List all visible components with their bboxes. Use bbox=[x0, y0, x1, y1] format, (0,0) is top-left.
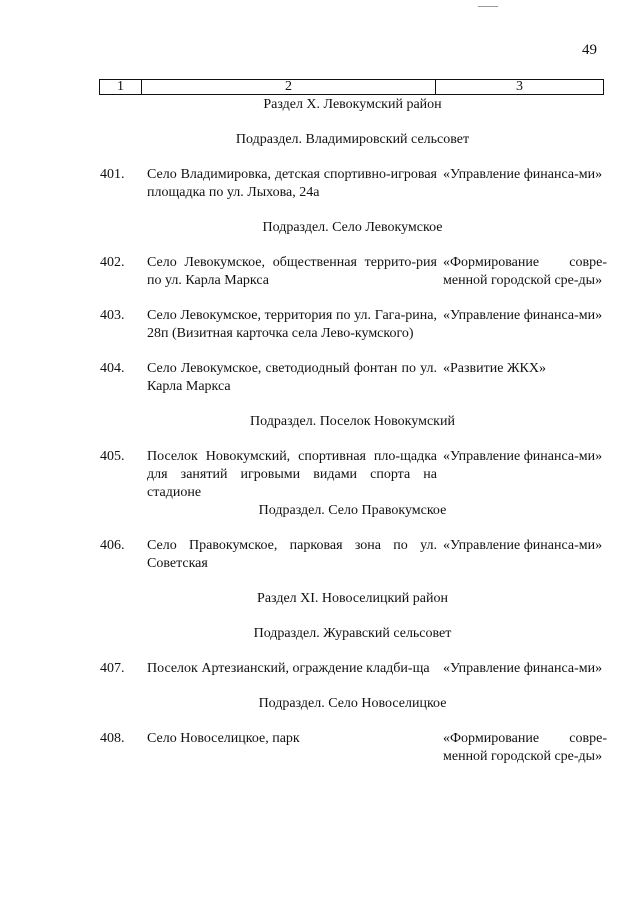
table-row bbox=[100, 166, 605, 202]
table-row bbox=[100, 448, 605, 502]
row-object: Поселок Артезианский, ограждение кладби-ща bbox=[147, 661, 430, 676]
subsection-heading: Подраздел. Журавский сельсовет bbox=[253, 626, 452, 641]
row-number: 404. bbox=[100, 361, 125, 376]
row-program: «Формирование совре-менной городской сре-ды» bbox=[443, 255, 607, 288]
row-program: «Формирование совре-менной городской сре-ды» bbox=[443, 731, 607, 764]
table-row bbox=[100, 660, 605, 678]
row-number: 403. bbox=[100, 308, 125, 323]
page-number: 49 bbox=[582, 42, 597, 58]
subsection-heading: Подраздел. Село Правокумское bbox=[258, 503, 447, 518]
row-object: Поселок Новокумский, спортивная пло-щадка для занятий игровыми видами спорта на стадионе bbox=[147, 449, 437, 500]
subsection-heading: Подраздел. Владимировский сельсовет bbox=[235, 132, 470, 147]
table-header bbox=[99, 79, 604, 95]
row-program: «Управление финанса-ми» bbox=[443, 661, 603, 676]
table-row bbox=[100, 730, 605, 766]
row-program: «Управление финанса-ми» bbox=[443, 308, 603, 323]
table-row bbox=[100, 537, 605, 573]
table-body bbox=[100, 96, 605, 766]
section-heading: Раздел X. Левокумский район bbox=[263, 97, 442, 112]
row-number: 402. bbox=[100, 255, 125, 270]
row-object: Село Левокумское, светодиодный фонтан по ул. Карла Маркса bbox=[147, 361, 437, 394]
row-number: 408. bbox=[100, 731, 125, 746]
table-header-col-1: 1 bbox=[100, 80, 142, 94]
row-program: «Управление финанса-ми» bbox=[443, 538, 603, 553]
row-number: 406. bbox=[100, 538, 125, 553]
top-dash-mark bbox=[478, 6, 498, 7]
subsection-heading: Подраздел. Село Новоселицкое bbox=[258, 696, 447, 711]
row-object: Село Владимировка, детская спортивно-игровая площадка по ул. Лыхова, 24а bbox=[147, 167, 437, 200]
row-program: «Развитие ЖКХ» bbox=[443, 361, 546, 376]
row-object: Село Новоселицкое, парк bbox=[147, 731, 300, 746]
row-object: Село Левокумское, территория по ул. Гага-рина, 28п (Визитная карточка села Лево-кумского) bbox=[147, 308, 437, 341]
table-header-col-3: 3 bbox=[516, 79, 523, 94]
row-object: Село Левокумское, общественная террито-рия по ул. Карла Маркса bbox=[147, 255, 437, 288]
row-object: Село Правокумское, парковая зона по ул. Советская bbox=[147, 538, 437, 571]
row-program: «Управление финанса-ми» bbox=[443, 449, 603, 464]
row-program: «Управление финанса-ми» bbox=[443, 167, 603, 182]
subsection-heading: Подраздел. Поселок Новокумский bbox=[250, 414, 455, 429]
table-row bbox=[100, 360, 605, 396]
table-header-col-2: 2 bbox=[142, 80, 436, 94]
row-number: 407. bbox=[100, 661, 125, 676]
subsection-heading: Подраздел. Село Левокумское bbox=[262, 220, 443, 235]
row-number: 405. bbox=[100, 449, 125, 464]
row-number: 401. bbox=[100, 167, 125, 182]
section-heading: Раздел XI. Новоселицкий район bbox=[257, 591, 448, 606]
table-row bbox=[100, 307, 605, 343]
table-row bbox=[100, 254, 605, 290]
